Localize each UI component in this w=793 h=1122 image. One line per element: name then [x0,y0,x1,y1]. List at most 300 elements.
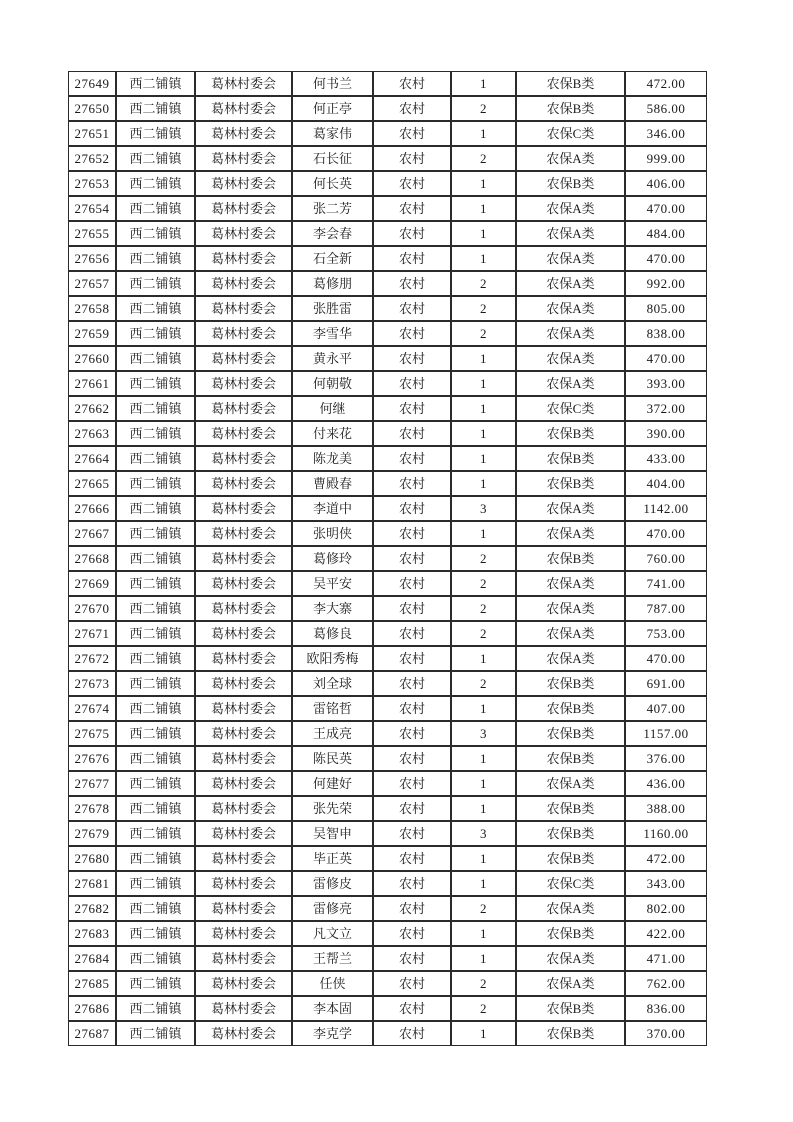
cell-insurance-category: 农保B类 [516,421,625,446]
cell-residence-type: 农村 [373,596,451,621]
table-row [68,71,707,96]
cell-residence-type: 农村 [373,771,451,796]
cell-residence-type: 农村 [373,71,451,96]
cell-residence-type: 农村 [373,471,451,496]
cell-record-id: 27660 [68,346,116,371]
cell-record-id: 27668 [68,546,116,571]
cell-insurance-category: 农保B类 [516,171,625,196]
cell-amount: 372.00 [625,396,707,421]
cell-residence-type: 农村 [373,146,451,171]
cell-village-committee: 葛林村委会 [195,796,292,821]
cell-person-name: 任侠 [292,971,373,996]
cell-insurance-category: 农保B类 [516,96,625,121]
cell-amount: 406.00 [625,171,707,196]
cell-village-committee: 葛林村委会 [195,546,292,571]
table-row [68,746,707,771]
cell-town: 西二铺镇 [116,896,195,921]
cell-insurance-category: 农保C类 [516,871,625,896]
cell-person-count: 1 [451,346,516,371]
table-row [68,346,707,371]
cell-town: 西二铺镇 [116,596,195,621]
cell-town: 西二铺镇 [116,646,195,671]
cell-person-name: 陈龙美 [292,446,373,471]
cell-insurance-category: 农保A类 [516,496,625,521]
cell-village-committee: 葛林村委会 [195,571,292,596]
cell-person-name: 何朝敬 [292,371,373,396]
cell-record-id: 27655 [68,221,116,246]
cell-town: 西二铺镇 [116,546,195,571]
cell-person-count: 3 [451,821,516,846]
cell-insurance-category: 农保A类 [516,621,625,646]
cell-village-committee: 葛林村委会 [195,396,292,421]
cell-amount: 376.00 [625,746,707,771]
cell-amount: 470.00 [625,646,707,671]
cell-residence-type: 农村 [373,821,451,846]
cell-person-name: 雷铭哲 [292,696,373,721]
cell-person-name: 石长征 [292,146,373,171]
cell-person-count: 1 [451,796,516,821]
cell-record-id: 27667 [68,521,116,546]
table-row [68,946,707,971]
cell-person-name: 刘全球 [292,671,373,696]
cell-record-id: 27666 [68,496,116,521]
cell-insurance-category: 农保B类 [516,921,625,946]
cell-residence-type: 农村 [373,421,451,446]
cell-residence-type: 农村 [373,221,451,246]
table-row [68,646,707,671]
cell-amount: 433.00 [625,446,707,471]
cell-residence-type: 农村 [373,696,451,721]
cell-amount: 836.00 [625,996,707,1021]
cell-amount: 472.00 [625,71,707,96]
cell-town: 西二铺镇 [116,296,195,321]
cell-insurance-category: 农保A类 [516,196,625,221]
cell-village-committee: 葛林村委会 [195,946,292,971]
cell-insurance-category: 农保B类 [516,796,625,821]
cell-person-count: 1 [451,396,516,421]
cell-insurance-category: 农保B类 [516,721,625,746]
cell-village-committee: 葛林村委会 [195,771,292,796]
cell-person-count: 2 [451,971,516,996]
cell-record-id: 27687 [68,1021,116,1046]
cell-record-id: 27649 [68,71,116,96]
table-row [68,721,707,746]
table-row [68,771,707,796]
cell-amount: 760.00 [625,546,707,571]
cell-insurance-category: 农保A类 [516,946,625,971]
cell-person-count: 1 [451,871,516,896]
cell-town: 西二铺镇 [116,121,195,146]
cell-residence-type: 农村 [373,971,451,996]
cell-town: 西二铺镇 [116,796,195,821]
cell-person-count: 1 [451,71,516,96]
cell-town: 西二铺镇 [116,696,195,721]
cell-residence-type: 农村 [373,196,451,221]
cell-person-name: 李会春 [292,221,373,246]
cell-person-count: 1 [451,121,516,146]
cell-person-name: 张明侠 [292,521,373,546]
cell-record-id: 27659 [68,321,116,346]
cell-record-id: 27658 [68,296,116,321]
cell-amount: 370.00 [625,1021,707,1046]
cell-town: 西二铺镇 [116,271,195,296]
cell-residence-type: 农村 [373,671,451,696]
cell-village-committee: 葛林村委会 [195,671,292,696]
cell-record-id: 27661 [68,371,116,396]
cell-amount: 390.00 [625,421,707,446]
table-row [68,621,707,646]
cell-town: 西二铺镇 [116,221,195,246]
cell-insurance-category: 农保A类 [516,246,625,271]
cell-village-committee: 葛林村委会 [195,371,292,396]
cell-insurance-category: 农保A类 [516,271,625,296]
cell-record-id: 27657 [68,271,116,296]
cell-residence-type: 农村 [373,946,451,971]
cell-residence-type: 农村 [373,621,451,646]
cell-town: 西二铺镇 [116,996,195,1021]
table-row [68,296,707,321]
cell-amount: 999.00 [625,146,707,171]
cell-amount: 586.00 [625,96,707,121]
cell-record-id: 27672 [68,646,116,671]
table-row [68,371,707,396]
cell-person-count: 2 [451,571,516,596]
cell-amount: 422.00 [625,921,707,946]
cell-village-committee: 葛林村委会 [195,96,292,121]
cell-village-committee: 葛林村委会 [195,996,292,1021]
table-row [68,446,707,471]
cell-residence-type: 农村 [373,1021,451,1046]
table-row [68,471,707,496]
cell-insurance-category: 农保A类 [516,371,625,396]
cell-person-name: 曹殿春 [292,471,373,496]
cell-village-committee: 葛林村委会 [195,296,292,321]
cell-residence-type: 农村 [373,321,451,346]
cell-town: 西二铺镇 [116,946,195,971]
cell-record-id: 27670 [68,596,116,621]
cell-village-committee: 葛林村委会 [195,346,292,371]
cell-village-committee: 葛林村委会 [195,696,292,721]
cell-village-committee: 葛林村委会 [195,121,292,146]
cell-residence-type: 农村 [373,346,451,371]
table-row [68,571,707,596]
cell-village-committee: 葛林村委会 [195,1021,292,1046]
cell-person-count: 2 [451,596,516,621]
cell-person-count: 1 [451,371,516,396]
cell-insurance-category: 农保A类 [516,221,625,246]
cell-insurance-category: 农保B类 [516,671,625,696]
table-row [68,96,707,121]
cell-record-id: 27674 [68,696,116,721]
cell-town: 西二铺镇 [116,921,195,946]
cell-record-id: 27663 [68,421,116,446]
cell-record-id: 27679 [68,821,116,846]
cell-residence-type: 农村 [373,796,451,821]
table-row [68,796,707,821]
cell-person-count: 2 [451,321,516,346]
cell-town: 西二铺镇 [116,371,195,396]
cell-residence-type: 农村 [373,246,451,271]
cell-village-committee: 葛林村委会 [195,71,292,96]
cell-residence-type: 农村 [373,546,451,571]
table-row [68,921,707,946]
cell-residence-type: 农村 [373,496,451,521]
table-row [68,196,707,221]
cell-residence-type: 农村 [373,96,451,121]
cell-village-committee: 葛林村委会 [195,271,292,296]
cell-person-name: 葛修良 [292,621,373,646]
cell-insurance-category: 农保B类 [516,821,625,846]
cell-person-count: 1 [451,471,516,496]
cell-town: 西二铺镇 [116,496,195,521]
cell-town: 西二铺镇 [116,571,195,596]
cell-amount: 470.00 [625,246,707,271]
cell-village-committee: 葛林村委会 [195,196,292,221]
cell-town: 西二铺镇 [116,321,195,346]
cell-amount: 404.00 [625,471,707,496]
cell-person-count: 3 [451,496,516,521]
cell-village-committee: 葛林村委会 [195,621,292,646]
cell-person-count: 2 [451,621,516,646]
cell-person-count: 1 [451,171,516,196]
cell-person-count: 2 [451,296,516,321]
cell-person-count: 1 [451,696,516,721]
cell-village-committee: 葛林村委会 [195,321,292,346]
cell-person-count: 1 [451,521,516,546]
cell-residence-type: 农村 [373,521,451,546]
cell-person-count: 2 [451,996,516,1021]
cell-town: 西二铺镇 [116,246,195,271]
table-body [68,71,707,1046]
cell-insurance-category: 农保C类 [516,121,625,146]
cell-person-name: 王帮兰 [292,946,373,971]
cell-town: 西二铺镇 [116,421,195,446]
cell-village-committee: 葛林村委会 [195,171,292,196]
cell-amount: 436.00 [625,771,707,796]
cell-record-id: 27680 [68,846,116,871]
cell-village-committee: 葛林村委会 [195,746,292,771]
cell-record-id: 27650 [68,96,116,121]
cell-amount: 838.00 [625,321,707,346]
cell-town: 西二铺镇 [116,671,195,696]
cell-town: 西二铺镇 [116,871,195,896]
cell-insurance-category: 农保B类 [516,846,625,871]
table-row [68,246,707,271]
cell-record-id: 27681 [68,871,116,896]
cell-town: 西二铺镇 [116,96,195,121]
cell-residence-type: 农村 [373,846,451,871]
cell-record-id: 27652 [68,146,116,171]
cell-person-name: 李本固 [292,996,373,1021]
cell-amount: 472.00 [625,846,707,871]
cell-amount: 471.00 [625,946,707,971]
cell-insurance-category: 农保A类 [516,896,625,921]
cell-amount: 1142.00 [625,496,707,521]
cell-village-committee: 葛林村委会 [195,496,292,521]
cell-residence-type: 农村 [373,371,451,396]
cell-amount: 343.00 [625,871,707,896]
cell-insurance-category: 农保B类 [516,71,625,96]
cell-village-committee: 葛林村委会 [195,446,292,471]
cell-insurance-category: 农保A类 [516,346,625,371]
benefits-table [68,71,707,1046]
cell-village-committee: 葛林村委会 [195,846,292,871]
cell-amount: 1157.00 [625,721,707,746]
cell-person-name: 何正亭 [292,96,373,121]
cell-person-name: 张先荣 [292,796,373,821]
cell-record-id: 27653 [68,171,116,196]
cell-person-count: 1 [451,446,516,471]
cell-residence-type: 农村 [373,171,451,196]
cell-insurance-category: 农保A类 [516,521,625,546]
cell-insurance-category: 农保B类 [516,471,625,496]
cell-amount: 388.00 [625,796,707,821]
cell-person-count: 2 [451,896,516,921]
cell-person-name: 李大寨 [292,596,373,621]
cell-person-name: 葛家伟 [292,121,373,146]
cell-residence-type: 农村 [373,996,451,1021]
table-row [68,696,707,721]
cell-insurance-category: 农保A类 [516,321,625,346]
cell-amount: 1160.00 [625,821,707,846]
cell-amount: 992.00 [625,271,707,296]
cell-insurance-category: 农保A类 [516,596,625,621]
cell-town: 西二铺镇 [116,346,195,371]
cell-amount: 805.00 [625,296,707,321]
cell-person-name: 李道中 [292,496,373,521]
cell-person-name: 黄永平 [292,346,373,371]
cell-person-count: 1 [451,921,516,946]
cell-village-committee: 葛林村委会 [195,971,292,996]
cell-person-count: 1 [451,746,516,771]
cell-amount: 741.00 [625,571,707,596]
cell-person-name: 王成亮 [292,721,373,746]
cell-insurance-category: 农保B类 [516,996,625,1021]
table-row [68,421,707,446]
cell-town: 西二铺镇 [116,971,195,996]
table-row [68,1021,707,1046]
cell-town: 西二铺镇 [116,471,195,496]
cell-town: 西二铺镇 [116,746,195,771]
cell-person-name: 张二芳 [292,196,373,221]
cell-residence-type: 农村 [373,871,451,896]
cell-village-committee: 葛林村委会 [195,721,292,746]
cell-person-count: 2 [451,146,516,171]
cell-person-count: 2 [451,546,516,571]
cell-village-committee: 葛林村委会 [195,471,292,496]
cell-residence-type: 农村 [373,896,451,921]
table-row [68,521,707,546]
cell-village-committee: 葛林村委会 [195,521,292,546]
table-row [68,996,707,1021]
table-row [68,546,707,571]
cell-town: 西二铺镇 [116,71,195,96]
table-row [68,971,707,996]
cell-town: 西二铺镇 [116,146,195,171]
cell-record-id: 27665 [68,471,116,496]
cell-residence-type: 农村 [373,296,451,321]
cell-residence-type: 农村 [373,571,451,596]
cell-person-name: 欧阳秀梅 [292,646,373,671]
cell-person-name: 吴智申 [292,821,373,846]
table-row [68,121,707,146]
cell-amount: 346.00 [625,121,707,146]
cell-amount: 802.00 [625,896,707,921]
cell-record-id: 27686 [68,996,116,1021]
cell-person-count: 1 [451,246,516,271]
table-row [68,146,707,171]
cell-insurance-category: 农保B类 [516,696,625,721]
cell-village-committee: 葛林村委会 [195,246,292,271]
cell-person-count: 2 [451,96,516,121]
cell-amount: 470.00 [625,521,707,546]
cell-record-id: 27677 [68,771,116,796]
cell-village-committee: 葛林村委会 [195,646,292,671]
cell-residence-type: 农村 [373,721,451,746]
cell-person-name: 李雪华 [292,321,373,346]
cell-record-id: 27673 [68,671,116,696]
table-row [68,821,707,846]
cell-person-count: 1 [451,846,516,871]
cell-person-name: 张胜雷 [292,296,373,321]
cell-person-count: 1 [451,1021,516,1046]
cell-person-name: 何长英 [292,171,373,196]
cell-village-committee: 葛林村委会 [195,821,292,846]
table-row [68,321,707,346]
cell-person-count: 2 [451,271,516,296]
cell-residence-type: 农村 [373,646,451,671]
cell-record-id: 27654 [68,196,116,221]
cell-person-count: 1 [451,421,516,446]
cell-amount: 762.00 [625,971,707,996]
cell-insurance-category: 农保B类 [516,746,625,771]
cell-record-id: 27671 [68,621,116,646]
cell-record-id: 27676 [68,746,116,771]
cell-record-id: 27682 [68,896,116,921]
cell-amount: 691.00 [625,671,707,696]
cell-insurance-category: 农保C类 [516,396,625,421]
cell-record-id: 27678 [68,796,116,821]
cell-amount: 470.00 [625,346,707,371]
table-row [68,846,707,871]
cell-village-committee: 葛林村委会 [195,221,292,246]
cell-insurance-category: 农保A类 [516,146,625,171]
cell-record-id: 27685 [68,971,116,996]
cell-residence-type: 农村 [373,921,451,946]
cell-person-name: 葛修玲 [292,546,373,571]
table-row [68,496,707,521]
cell-person-name: 何建好 [292,771,373,796]
cell-amount: 484.00 [625,221,707,246]
cell-village-committee: 葛林村委会 [195,146,292,171]
cell-person-name: 何书兰 [292,71,373,96]
cell-residence-type: 农村 [373,396,451,421]
cell-person-name: 吴平安 [292,571,373,596]
cell-town: 西二铺镇 [116,846,195,871]
cell-person-name: 葛修朋 [292,271,373,296]
cell-person-count: 1 [451,771,516,796]
cell-town: 西二铺镇 [116,171,195,196]
cell-insurance-category: 农保A类 [516,771,625,796]
table-row [68,596,707,621]
table-row [68,671,707,696]
cell-town: 西二铺镇 [116,771,195,796]
table-row [68,396,707,421]
cell-village-committee: 葛林村委会 [195,421,292,446]
cell-record-id: 27683 [68,921,116,946]
cell-person-count: 3 [451,721,516,746]
cell-person-name: 雷修亮 [292,896,373,921]
